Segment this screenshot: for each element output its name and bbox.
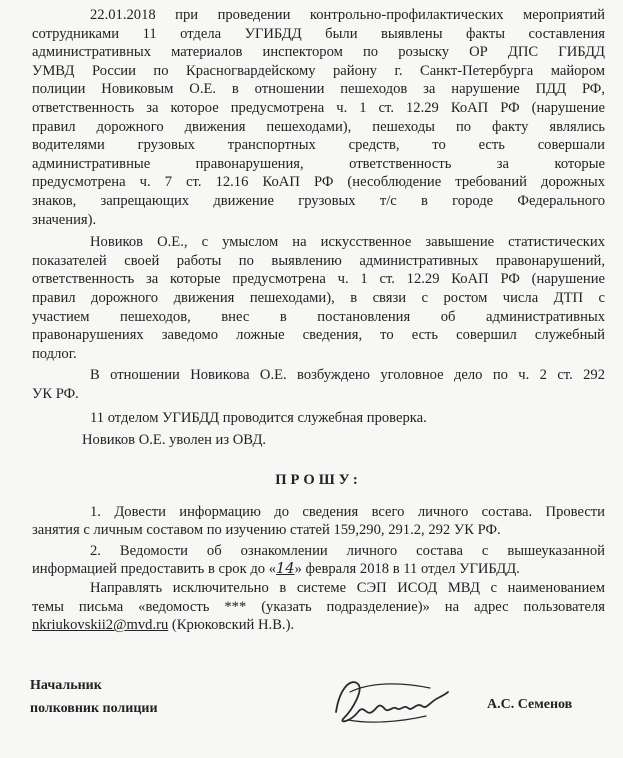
- position-rank: полковник полиции: [30, 701, 158, 716]
- text-line: Новиков О.Е. уволен из ОВД.: [82, 432, 267, 449]
- text-segment: информацией предоставить в срок до «: [32, 561, 277, 578]
- text-line: [32, 560, 605, 579]
- paragraph-incident: [32, 6, 605, 229]
- request-item-3: [32, 579, 605, 635]
- text-line: темы письма «ведомость *** (указать подразделение)» на адрес пользователя: [32, 598, 605, 615]
- text-line: водителями грузовых транспортных средств, то есть совершали: [32, 137, 605, 154]
- text-line: правонарушениях заведомо ложные сведения, то есть совершил служебный: [32, 327, 605, 344]
- text-line: сотрудниками 11 отдела УГИБДД были выявлены факты составления: [32, 25, 605, 42]
- request-heading: ПРОШУ:: [275, 471, 362, 488]
- paragraph-inspection: [32, 409, 605, 428]
- text-line: правил дорожного движения пешеходами), в связи с ростом числа ДТП с: [32, 289, 605, 306]
- text-segment: » февраля 2018 в 11 отдел УГИБДД.: [294, 561, 520, 578]
- text-segment: (Крюковский Н.В.).: [168, 617, 295, 634]
- signatory-name: А.С. Семенов: [487, 697, 573, 712]
- text-line: участием пешеходов, внес в постановления об административных: [32, 308, 605, 325]
- paragraph-criminal-case: [32, 366, 605, 403]
- handwritten-signature: [330, 672, 450, 732]
- text-line: ответственность за которое предусмотрена ч. 1 ст. 12.29 КоАП РФ (нарушение: [32, 99, 605, 116]
- text-line: административных материалов инспектором по розыску ОР ДПС ГИБДД: [32, 44, 605, 61]
- text-line: полиции Новиковым О.Е. в отношении пешеходов за нарушение ПДД РФ,: [32, 81, 605, 98]
- email-link[interactable]: nkriukovskii2@mvd.ru: [32, 617, 169, 634]
- text-line: 22.01.2018 при проведении контрольно-профилактических мероприятий: [90, 7, 605, 23]
- text-line: административные правонарушения, ответственность за которые: [32, 155, 605, 172]
- text-line: знаков, запрещающих движение грузовых т/с в городе Федерального: [32, 192, 605, 209]
- text-line: 11 отделом УГИБДД проводится служебная проверка.: [90, 410, 427, 427]
- text-line: ответственность за которые предусмотрена ч. 1 ст. 12.29 КоАП РФ (нарушение: [32, 271, 605, 288]
- paragraph-forgery: [32, 233, 605, 363]
- text-line: правил дорожного движения пешеходами), пешеходы по факту являлись: [32, 118, 605, 135]
- text-line: 1. Довести информацию до сведения всего личного состава. Провести: [90, 503, 605, 520]
- handwritten-date: 14: [276, 560, 295, 578]
- text-line: Направлять исключительно в системе СЭП ИСОД МВД с наименованием: [90, 580, 605, 597]
- text-line: занятия с личным составом по изучению статей 159,290, 291.2, 292 УК РФ.: [32, 522, 501, 539]
- text-line: показателей своей работы по выявлению административных правонарушений,: [32, 252, 605, 269]
- position-title: Начальник: [30, 678, 102, 693]
- text-line: [32, 616, 605, 635]
- text-line: В отношении Новикова О.Е. возбуждено уголовное дело по ч. 2 ст. 292: [90, 367, 605, 384]
- text-line: УК РФ.: [32, 385, 79, 402]
- paragraph-dismissal: [32, 431, 605, 450]
- text-line: Новиков О.Е., с умыслом на искусственное завышение статистических: [90, 234, 605, 251]
- request-item-1: [32, 503, 605, 540]
- text-line: подлог.: [32, 345, 77, 362]
- text-line: значения).: [32, 211, 97, 228]
- request-item-2: [32, 542, 605, 579]
- text-line: предусмотрена ч. 7 ст. 12.16 КоАП РФ (несоблюдение требований дорожных: [32, 174, 605, 191]
- text-line: 2. Ведомости об ознакомлении личного состава с вышеуказанной: [90, 542, 605, 559]
- signatory-position: [30, 676, 158, 718]
- text-line: УМВД России по Красногвардейскому району г. Санкт-Петербурга майором: [32, 62, 605, 79]
